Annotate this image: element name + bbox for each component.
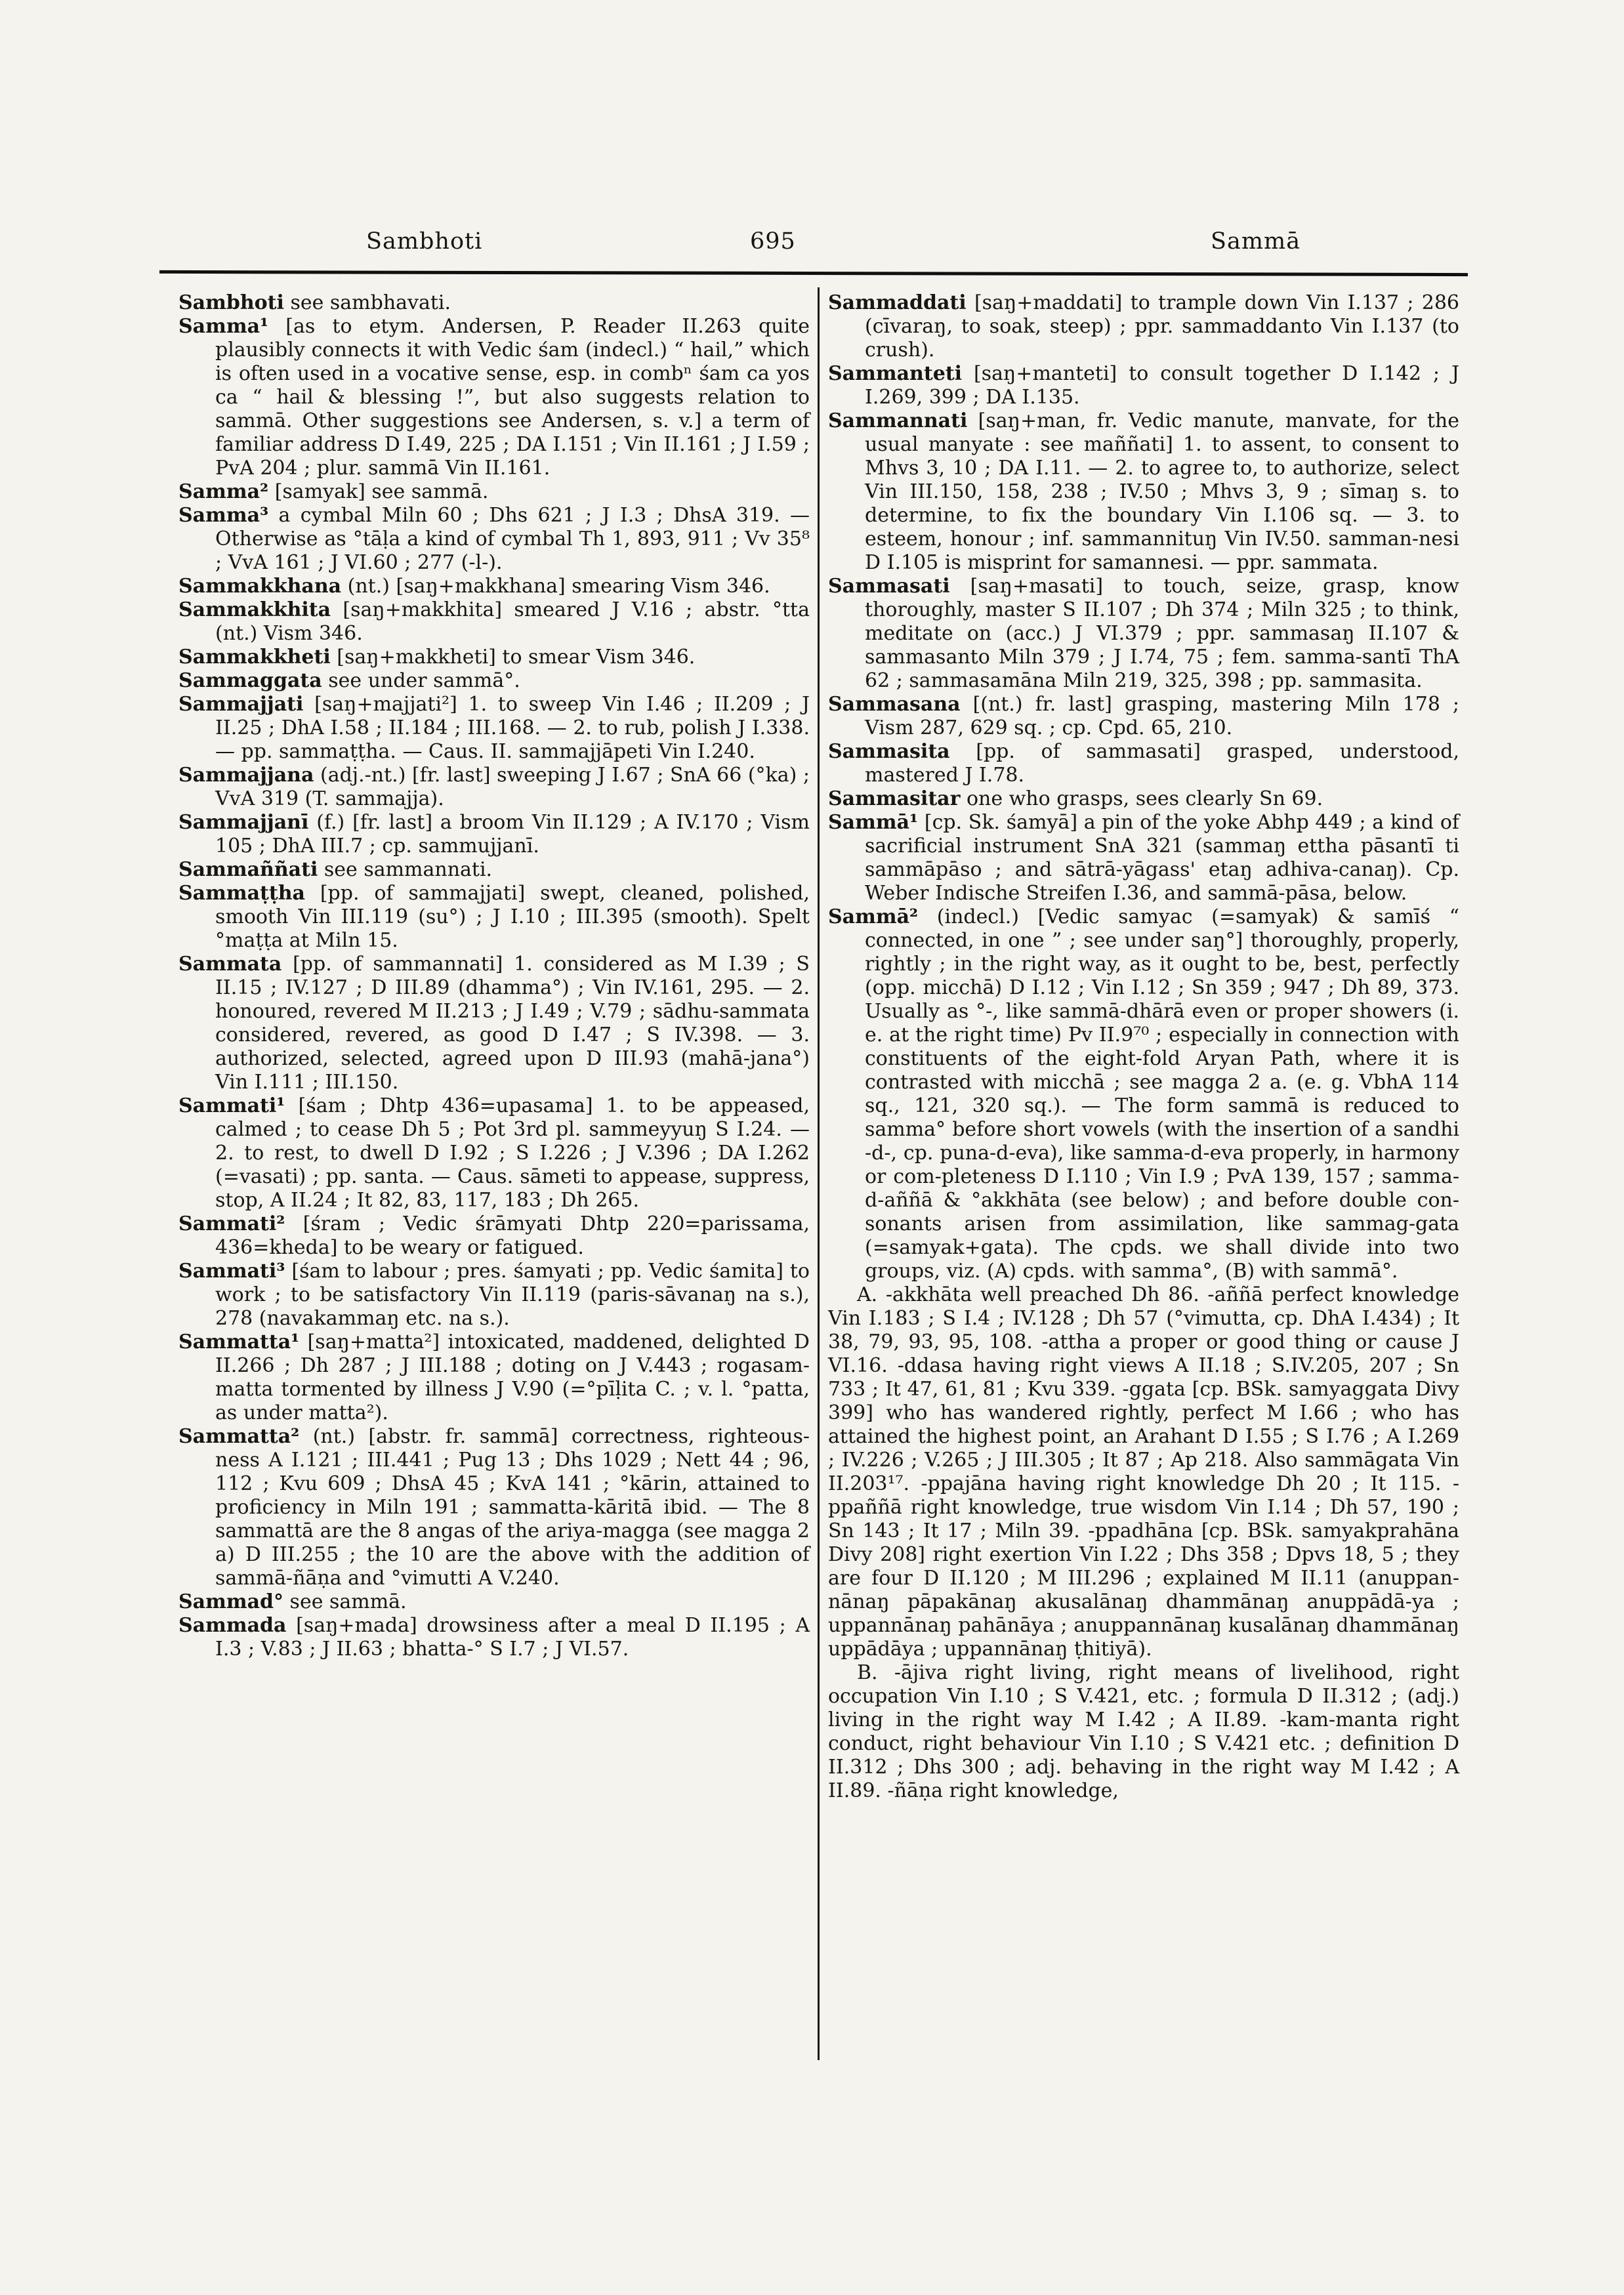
entry-headword: Sammakkheti	[178, 646, 331, 669]
entry-headword: Sammaññati	[178, 858, 318, 881]
entry-body: see sammannati.	[318, 858, 493, 881]
entry-headword: Sammā¹	[828, 811, 919, 834]
dictionary-entry	[178, 598, 810, 646]
entry-body: A. -akkhāta well preached Dh 86. -aññā perfect knowledge Vin I.183 ; S I.4 ; IV.128 ; Dh 57 (°vimutta, cp. DhA I.434) ; It 38, 79, 93, 95, 108. -attha a proper or good thing or cause J VI.16. -ddasa having right views A II.18 ; S.IV.205, 207 ; Sn 733 ; It 47, 61, 81 ; Kvu 339. -ggata [cp. BSk. samyaggata Divy 399] who has wandered rightly, perfect M I.66 ; who has attained the highest point, an Arahant D I.55 ; S I.76 ; A I.269 ; IV.226 ; V.265 ; J III.305 ; It 87 ; Ap 218. Also sammāgata Vin II.203¹⁷. -ppajāna having right knowledge Dh 20 ; It 115. -ppaññā right knowledge, true wisdom Vin I.14 ; Dh 57, 190 ; Sn 143 ; It 17 ; Miln 39. -ppadhāna [cp. BSk. samyakprahāna Divy 208] right exertion Vin I.22 ; Dhs 358 ; Dpvs 18, 5 ; they are four D II.120 ; M III.296 ; explained M II.11 (anuppan-nānaŋ pāpakānaŋ akusalānaŋ dhammānaŋ anuppādā-ya ; uppannānaŋ pahānāya ; anuppannānaŋ kusalānaŋ dhammānaŋ uppādāya ; uppannānaŋ ṭhitiyā).	[828, 1283, 1459, 1661]
entry-headword: Sammā²	[828, 905, 919, 928]
dictionary-entry	[828, 409, 1459, 575]
dictionary-entry	[178, 1590, 810, 1614]
entry-body: [(nt.) fr. last] grasping, mastering Miln 178 ; Vism 287, 629 sq. ; cp. Cpd. 65, 210.	[865, 693, 1459, 739]
entry-body: see under sammā°.	[322, 669, 520, 692]
right-column	[828, 291, 1459, 1803]
entry-continuation-paragraph	[828, 1661, 1459, 1803]
entry-body: [saŋ+matta²] intoxicated, maddened, delighted D II.266 ; Dh 287 ; J III.188 ; doting on J V.443 ; rogasam-matta tormented by illness J V.90 (=°pīḷita C. ; v. l. °patta, as under matta²).	[215, 1331, 810, 1424]
entry-headword: Samma³	[178, 504, 269, 527]
entry-headword: Sammannati	[828, 409, 968, 432]
entry-body: [saŋ+manteti] to consult together D I.142 ; J I.269, 399 ; DA I.135.	[865, 362, 1459, 409]
entry-headword: Sammajjana	[178, 764, 314, 787]
entry-headword: Samma¹	[178, 315, 269, 338]
entry-headword: Sammakkhita	[178, 598, 331, 621]
dictionary-entry	[828, 693, 1459, 740]
dictionary-entry	[178, 764, 810, 811]
entry-body: [as to etym. Andersen, P. Reader II.263 quite plausibly connects it with Vedic śam (indecl.) “ hail,” which is often used in a vocative sense, esp. in combⁿ śam ca yos ca “ hail & blessing !”, but also suggests relation to sammā. Other suggestions see Andersen, s. v.] a term of familiar address D I.49, 225 ; DA I.151 ; Vin II.161 ; J I.59 ; PvA 204 ; plur. sammā Vin II.161.	[215, 315, 810, 480]
dictionary-entry	[178, 575, 810, 598]
dictionary-entry	[178, 882, 810, 953]
entry-body: (adj.-nt.) [fr. last] sweeping J I.67 ; SnA 66 (°ka) ; VvA 319 (T. sammajja).	[215, 764, 810, 810]
header-catchword-right: Sammā	[1211, 228, 1301, 255]
entry-headword: Sammatta²	[178, 1425, 300, 1448]
dictionary-entry	[828, 362, 1459, 409]
entry-body: [pp. of sammannati] 1. considered as M I.39 ; S II.15 ; IV.127 ; D III.89 (dhamma°) ; Vin IV.161, 295. — 2. honoured, revered M II.213 ; J I.49 ; V.79 ; sādhu-sammata considered, revered, as good D I.47 ; S IV.398. — 3. authorized, selected, agreed upon D III.93 (mahā-jana°) Vin I.111 ; III.150.	[215, 953, 810, 1094]
dictionary-entry	[828, 291, 1459, 362]
entry-headword: Sammajjanī	[178, 811, 309, 834]
page-number: 695	[750, 228, 796, 255]
dictionary-entry	[178, 858, 810, 882]
dictionary-entry	[178, 669, 810, 693]
dictionary-entry	[178, 315, 810, 480]
dictionary-entry	[178, 1425, 810, 1590]
entry-headword: Sammasita	[828, 740, 950, 763]
dictionary-entry	[178, 811, 810, 858]
entry-body: (nt.) [abstr. fr. sammā] correctness, righteous-ness A I.121 ; III.441 ; Pug 13 ; Dhs 1029 ; Nett 44 ; 96, 112 ; Kvu 609 ; DhsA 45 ; KvA 141 ; °kārin, attained to proficiency in Miln 191 ; sammatta-kāritā ibid. — The 8 sammattā are the 8 angas of the ariya-magga (see magga 2 a) D III.255 ; the 10 are the above with the addition of sammā-ñāṇa and °vimutti A V.240.	[215, 1425, 810, 1590]
left-column	[178, 291, 810, 1803]
entry-body: [śam ; Dhtp 436=upasama] 1. to be appeased, calmed ; to cease Dh 5 ; Pot 3rd pl. sammeyyuŋ S I.24. — 2. to rest, to dwell D I.92 ; S I.226 ; J V.396 ; DA I.262 (=vasati) ; pp. santa. — Caus. sāmeti to appease, suppress, stop, A II.24 ; It 82, 83, 117, 183 ; Dh 265.	[215, 1094, 810, 1212]
entry-body: [śram ; Vedic śrāmyati Dhtp 220=parissama, 436=kheda] to be weary or fatigued.	[215, 1212, 810, 1259]
entry-body: [saŋ+majjati²] 1. to sweep Vin I.46 ; II.209 ; J II.25 ; DhA I.58 ; II.184 ; III.168. — 2. to rub, polish J I.338. — pp. sammaṭṭha. — Caus. II. sammajjāpeti Vin I.240.	[215, 693, 810, 763]
entry-body: [saŋ+makkheti] to smear Vism 346.	[330, 646, 696, 669]
dictionary-entry	[178, 1212, 810, 1260]
dictionary-entry	[178, 291, 810, 315]
entry-headword: Samma²	[178, 480, 269, 503]
entry-headword: Sammata	[178, 953, 282, 976]
entry-headword: Sammaddati	[828, 291, 967, 314]
entry-body: [śam to labour ; pres. śamyati ; pp. Vedic śamita] to work ; to be satisfactory Vin II.119 (paris-sāvanaŋ na s.), 278 (navakammaŋ etc. na s.).	[215, 1260, 810, 1330]
dictionary-entry	[178, 1614, 810, 1661]
entry-body: one who grasps, sees clearly Sn 69.	[960, 787, 1323, 810]
entry-body: [saŋ+man, fr. Vedic manute, manvate, for the usual manyate : see maññati] 1. to assent, to consent to Mhvs 3, 10 ; DA I.11. — 2. to agree to, to authorize, select Vin III.150, 158, 238 ; IV.50 ; Mhvs 3, 9 ; sīmaŋ s. to determine, to fix the boundary Vin I.106 sq. — 3. to esteem, honour ; inf. sammannituŋ Vin IV.50. samman-nesi D I.105 is misprint for samannesi. — ppr. sammata.	[865, 409, 1459, 574]
entry-body: a cymbal Miln 60 ; Dhs 621 ; J I.3 ; DhsA 319. — Otherwise as °tāḷa a kind of cymbal Th 1, 893, 911 ; Vv 35⁸ ; VvA 161 ; J VI.60 ; 277 (-l-).	[215, 504, 810, 574]
text-columns	[178, 291, 1459, 1803]
entry-body: [saŋ+masati] to touch, seize, grasp, know thoroughly, master S II.107 ; Dh 374 ; Miln 325 ; to think, meditate on (acc.) J VI.379 ; ppr. sammasaŋ II.107 & sammasanto Miln 379 ; J I.74, 75 ; fem. samma-santī ThA 62 ; sammasamāna Miln 219, 325, 398 ; pp. sammasita.	[865, 575, 1459, 692]
entry-body: [cp. Sk. śamyā] a pin of the yoke Abhp 449 ; a kind of sacrificial instrument SnA 321 (sammaŋ ettha pāsantī ti sammāpāso ; and sātrā-yāgass' etaŋ adhiva-canaŋ). Cp. Weber Indische Streifen I.36, and sammā-pāsa, below.	[865, 811, 1459, 905]
dictionary-entry	[828, 905, 1459, 1283]
entry-body: see sambhavati.	[283, 291, 451, 314]
entry-headword: Sammaggata	[178, 669, 322, 692]
dictionary-entry	[178, 1331, 810, 1425]
entry-headword: Sammati³	[178, 1260, 285, 1283]
entry-headword: Sammada	[178, 1614, 287, 1637]
entry-headword: Sammaṭṭha	[178, 882, 305, 905]
dictionary-entry	[828, 811, 1459, 905]
dictionary-entry	[178, 1094, 810, 1212]
entry-headword: Sammanteti	[828, 362, 963, 385]
dictionary-entry	[178, 480, 810, 504]
entry-headword: Sammad°	[178, 1590, 284, 1613]
entry-body: [pp. of sammasati] grasped, understood, mastered J I.78.	[865, 740, 1459, 787]
entry-body: (nt.) [saŋ+makkhana] smearing Vism 346.	[341, 575, 770, 598]
entry-headword: Sammati¹	[178, 1094, 285, 1117]
dictionary-entry	[178, 953, 810, 1094]
entry-headword: Sammatta¹	[178, 1331, 300, 1354]
entry-body: see sammā.	[283, 1590, 407, 1613]
entry-headword: Sammasati	[828, 575, 950, 598]
dictionary-entry	[828, 575, 1459, 693]
dictionary-entry	[178, 646, 810, 669]
entry-body: [saŋ+maddati] to trample down Vin I.137 ; 286 (cīvaraŋ, to soak, steep) ; ppr. sammaddanto Vin I.137 (to crush).	[865, 291, 1459, 362]
entry-body: [saŋ+makkhita] smeared J V.16 ; abstr. °tta (nt.) Vism 346.	[215, 598, 810, 645]
dictionary-entry	[828, 740, 1459, 787]
entry-headword: Sammasitar	[828, 787, 961, 810]
entry-headword: Sammati²	[178, 1212, 285, 1235]
dictionary-entry	[178, 1260, 810, 1331]
dictionary-entry	[178, 693, 810, 764]
entry-continuation-paragraph	[828, 1283, 1459, 1661]
entry-body: [pp. of sammajjati] swept, cleaned, polished, smooth Vin III.119 (su°) ; J I.10 ; III.395 (smooth). Spelt °maṭṭa at Miln 15.	[215, 882, 810, 952]
header-catchword-left: Sambhoti	[366, 228, 483, 255]
entry-body: [samyak] see sammā.	[268, 480, 489, 503]
header-rule	[159, 270, 1468, 276]
dictionary-entry	[828, 787, 1459, 811]
entry-body: B. -ājiva right living, right means of livelihood, right occupation Vin I.10 ; S V.421, etc. ; formula D II.312 ; (adj.) living in the right way M I.42 ; A II.89. -kam-manta right conduct, right behaviour Vin I.10 ; S V.421 etc. ; definition D II.312 ; Dhs 300 ; adj. behaving in the right way M I.42 ; A II.89. -ñāṇa right knowledge,	[828, 1661, 1459, 1802]
entry-headword: Sammakkhana	[178, 575, 342, 598]
entry-headword: Sammasana	[828, 693, 961, 716]
entry-headword: Sammajjati	[178, 693, 304, 716]
entry-body: [saŋ+mada] drowsiness after a meal D II.195 ; A I.3 ; V.83 ; J II.63 ; bhatta-° S I.7 ; J VI.57.	[215, 1614, 810, 1661]
entry-body: (indecl.) [Vedic samyac (=samyak) & samīś “ connected, in one ” ; see under saŋ°] thoroughly, properly, rightly ; in the right way, as it ought to be, best, perfectly (opp. micchā) D I.12 ; Vin I.12 ; Sn 359 ; 947 ; Dh 89, 373. Usually as °-, like sammā-dhārā even or proper showers (i. e. at the right time) Pv II.9⁷⁰ ; especially in connection with constituents of the eight-fold Aryan Path, where it is contrasted with micchā ; see magga 2 a. (e. g. VbhA 114 sq., 121, 320 sq.). — The form sammā is reduced to samma° before short vowels (with the insertion of a sandhi -d-, cp. puna-d-eva), like samma-d-eva properly, in harmony or com-pleteness D I.110 ; Vin I.9 ; PvA 139, 157 ; samma-d-aññā & °akkhāta (see below) ; and before double con-sonants arisen from assimilation, like sammag-gata (=samyak+gata). The cpds. we shall divide into two groups, viz. (A) cpds. with samma°, (B) with sammā°.	[865, 905, 1459, 1283]
entry-headword: Sambhoti	[178, 291, 284, 314]
dictionary-entry	[178, 504, 810, 575]
entry-body: (f.) [fr. last] a broom Vin II.129 ; A IV.170 ; Vism 105 ; DhA III.7 ; cp. sammujjanī.	[215, 811, 810, 858]
